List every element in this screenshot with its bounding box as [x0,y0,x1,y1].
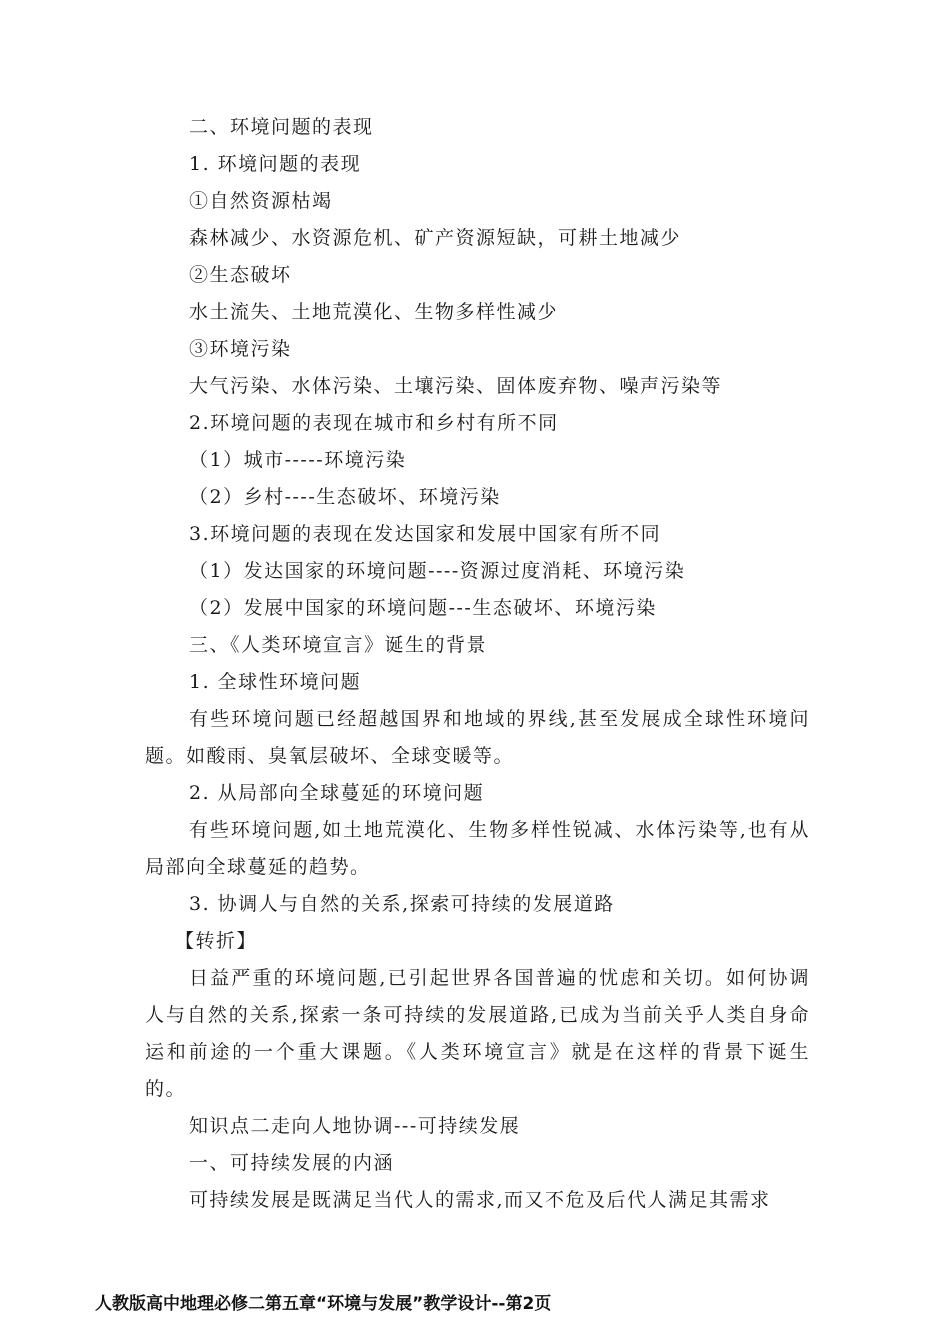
section-heading-two: 二、环境问题的表现 [189,116,374,138]
list-item: ③环境污染 [189,338,292,360]
subheading-global: 1. 全球性环境问题 [189,671,362,693]
list-item: ①自然资源枯竭 [189,190,333,212]
list-item-detail: 水土流失、土地荒漠化、生物多样性减少 [189,301,559,323]
paragraph-local-to-global: 有些环境问题,如土地荒漠化、生物多样性锐减、水体污染等,也有从局部向全球蔓延的趋势。 [145,819,810,878]
page-footer: 人教版高中地理必修二第五章“环境与发展”教学设计--第2页 [95,1294,552,1314]
turn-label: 【转折】 [175,930,258,952]
subheading-coordinate: 3. 协调人与自然的关系,探索可持续的发展道路 [189,893,615,915]
paragraph-turning-point: 日益严重的环境问题,已引起世界各国普遍的忧虑和关切。如何协调人与自然的关系,探索一条可持续的发展道路,已成为当前关乎人类自身命运和前途的一个重大课题。《人类环境宣言》就是在这样的背景下诞生的。 [145,967,810,1100]
subheading-2: 2.环境问题的表现在城市和乡村有所不同 [189,412,559,434]
subheading-local-to-global: 2. 从局部向全球蔓延的环境问题 [189,782,485,804]
knowledge-point-heading: 知识点二走向人地协调---可持续发展 [189,1115,521,1137]
list-item: （1）发达国家的环境问题----资源过度消耗、环境污染 [189,560,686,582]
section-heading-three: 三、《人类环境宣言》诞生的背景 [189,634,488,656]
document-body [145,109,810,1219]
list-item: （2）乡村----生态破坏、环境污染 [189,486,501,508]
section-heading-one: 一、可持续发展的内涵 [189,1152,395,1174]
list-item: （1）城市-----环境污染 [189,449,407,471]
subheading-1: 1. 环境问题的表现 [189,153,362,175]
paragraph-sustainability: 可持续发展是既满足当代人的需求,而又不危及后代人满足其需求 [189,1189,771,1211]
list-item-detail: 大气污染、水体污染、土壤污染、固体废弃物、噪声污染等 [189,375,723,397]
list-item: （2）发展中国家的环境问题---生态破坏、环境污染 [189,597,657,619]
list-item-detail: 森林减少、水资源危机、矿产资源短缺，可耕土地减少 [189,227,682,249]
paragraph-global-issues: 有些环境问题已经超越国界和地域的界线,甚至发展成全球性环境问题。如酸雨、臭氧层破坏、全球变暖等。 [145,708,810,767]
subheading-3: 3.环境问题的表现在发达国家和发展中国家有所不同 [189,523,662,545]
list-item: ②生态破坏 [189,264,292,286]
